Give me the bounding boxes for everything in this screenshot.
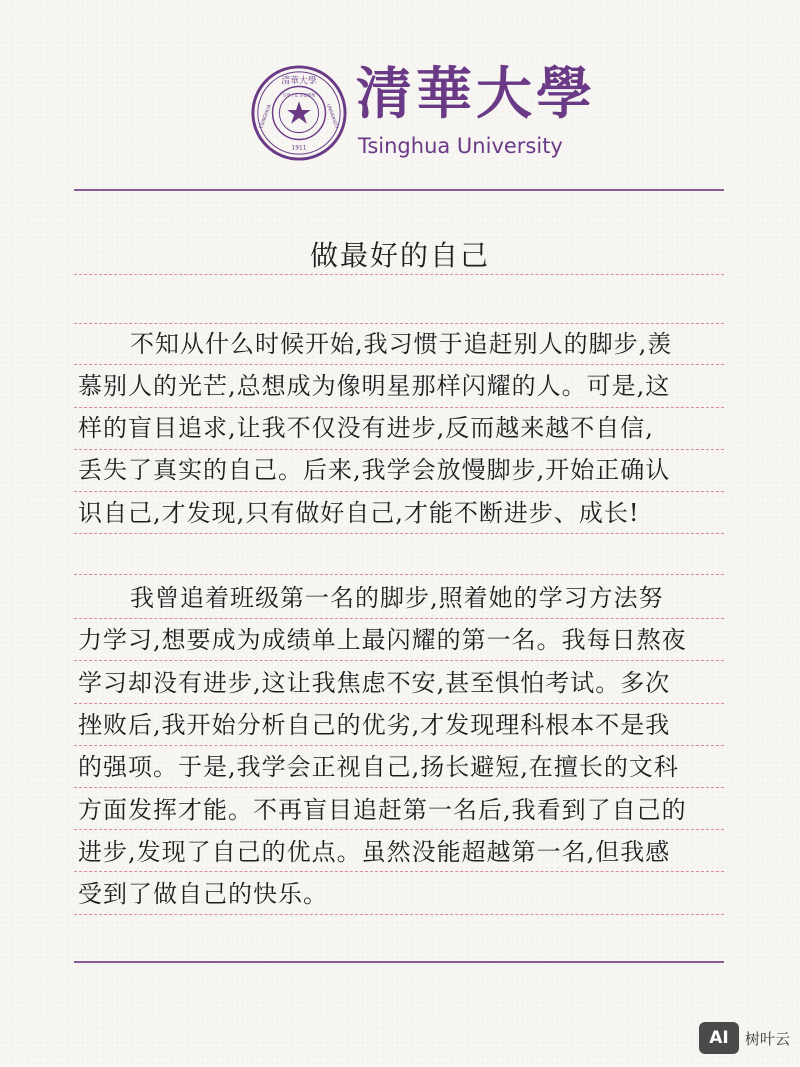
ruled-line bbox=[74, 787, 724, 788]
ai-badge-icon: AI bbox=[699, 1022, 739, 1054]
svg-text:TSINGHUA: TSINGHUA bbox=[258, 103, 273, 130]
ruled-line bbox=[74, 533, 724, 534]
ruled-line bbox=[74, 364, 724, 365]
paragraph-2-line: 我曾追着班级第一名的脚步,照着她的学习方法努 bbox=[130, 584, 664, 612]
ruled-line bbox=[74, 871, 724, 872]
watermark-text: 树叶云 bbox=[745, 1030, 791, 1048]
ruled-line bbox=[74, 745, 724, 746]
tsinghua-seal-icon bbox=[250, 64, 348, 162]
paragraph-2-line: 的强项。于是,我学会正视自己,扬长避短,在擅长的文科 bbox=[78, 753, 679, 781]
university-name-english: Tsinghua University bbox=[358, 134, 563, 158]
page-header bbox=[0, 58, 800, 168]
ruled-line bbox=[74, 660, 724, 661]
ruled-line bbox=[74, 323, 724, 324]
paragraph-2-line: 学习却没有进步,这让我焦虑不安,甚至惧怕考试。多次 bbox=[78, 669, 671, 697]
svg-text:1911: 1911 bbox=[291, 145, 307, 152]
article-title: 做最好的自己 bbox=[309, 239, 490, 272]
paragraph-1-line: 样的盲目追求,让我不仅没有进步,反而越来越不自信, bbox=[78, 414, 654, 442]
ruled-line bbox=[74, 449, 724, 450]
ruled-line bbox=[74, 407, 724, 408]
paragraph-2-line: 力学习,想要成为成绩单上最闪耀的第一名。我每日熬夜 bbox=[78, 626, 687, 654]
paragraph-2-line: 受到了做自己的快乐。 bbox=[78, 880, 328, 908]
university-name-chinese: 清華大學 bbox=[356, 61, 596, 127]
svg-text:自强不息 厚德载物: 自强不息 厚德载物 bbox=[282, 92, 316, 98]
paragraph-1-line: 慕别人的光芒,总想成为像明星那样闪耀的人。可是,这 bbox=[78, 372, 671, 400]
ruled-line bbox=[74, 574, 724, 575]
svg-text:清華大學: 清華大學 bbox=[281, 76, 317, 87]
ruled-line bbox=[74, 829, 724, 830]
ruled-line bbox=[74, 618, 724, 619]
paragraph-2-line: 进步,发现了自己的优点。虽然没能超越第一名,但我感 bbox=[78, 838, 671, 866]
paragraph-1-line: 丢失了真实的自己。后来,我学会放慢脚步,开始正确认 bbox=[78, 456, 671, 484]
ruled-line bbox=[74, 914, 724, 915]
paragraph-1-line: 不知从什么时候开始,我习惯于追赶别人的脚步,羡 bbox=[130, 330, 673, 358]
svg-text:UNIVERSITY: UNIVERSITY bbox=[324, 103, 339, 130]
paragraph-2-line: 挫败后,我开始分析自己的优劣,才发现理科根本不是我 bbox=[78, 711, 671, 739]
paragraph-2-line: 方面发挥才能。不再盲目追赶第一名后,我看到了自己的 bbox=[78, 796, 687, 824]
ruled-line bbox=[74, 703, 724, 704]
bottom-divider bbox=[74, 961, 724, 963]
top-divider bbox=[74, 189, 724, 191]
ruled-line bbox=[74, 491, 724, 492]
paragraph-1-line: 识自己,才发现,只有做好自己,才能不断进步、成长! bbox=[78, 499, 640, 527]
